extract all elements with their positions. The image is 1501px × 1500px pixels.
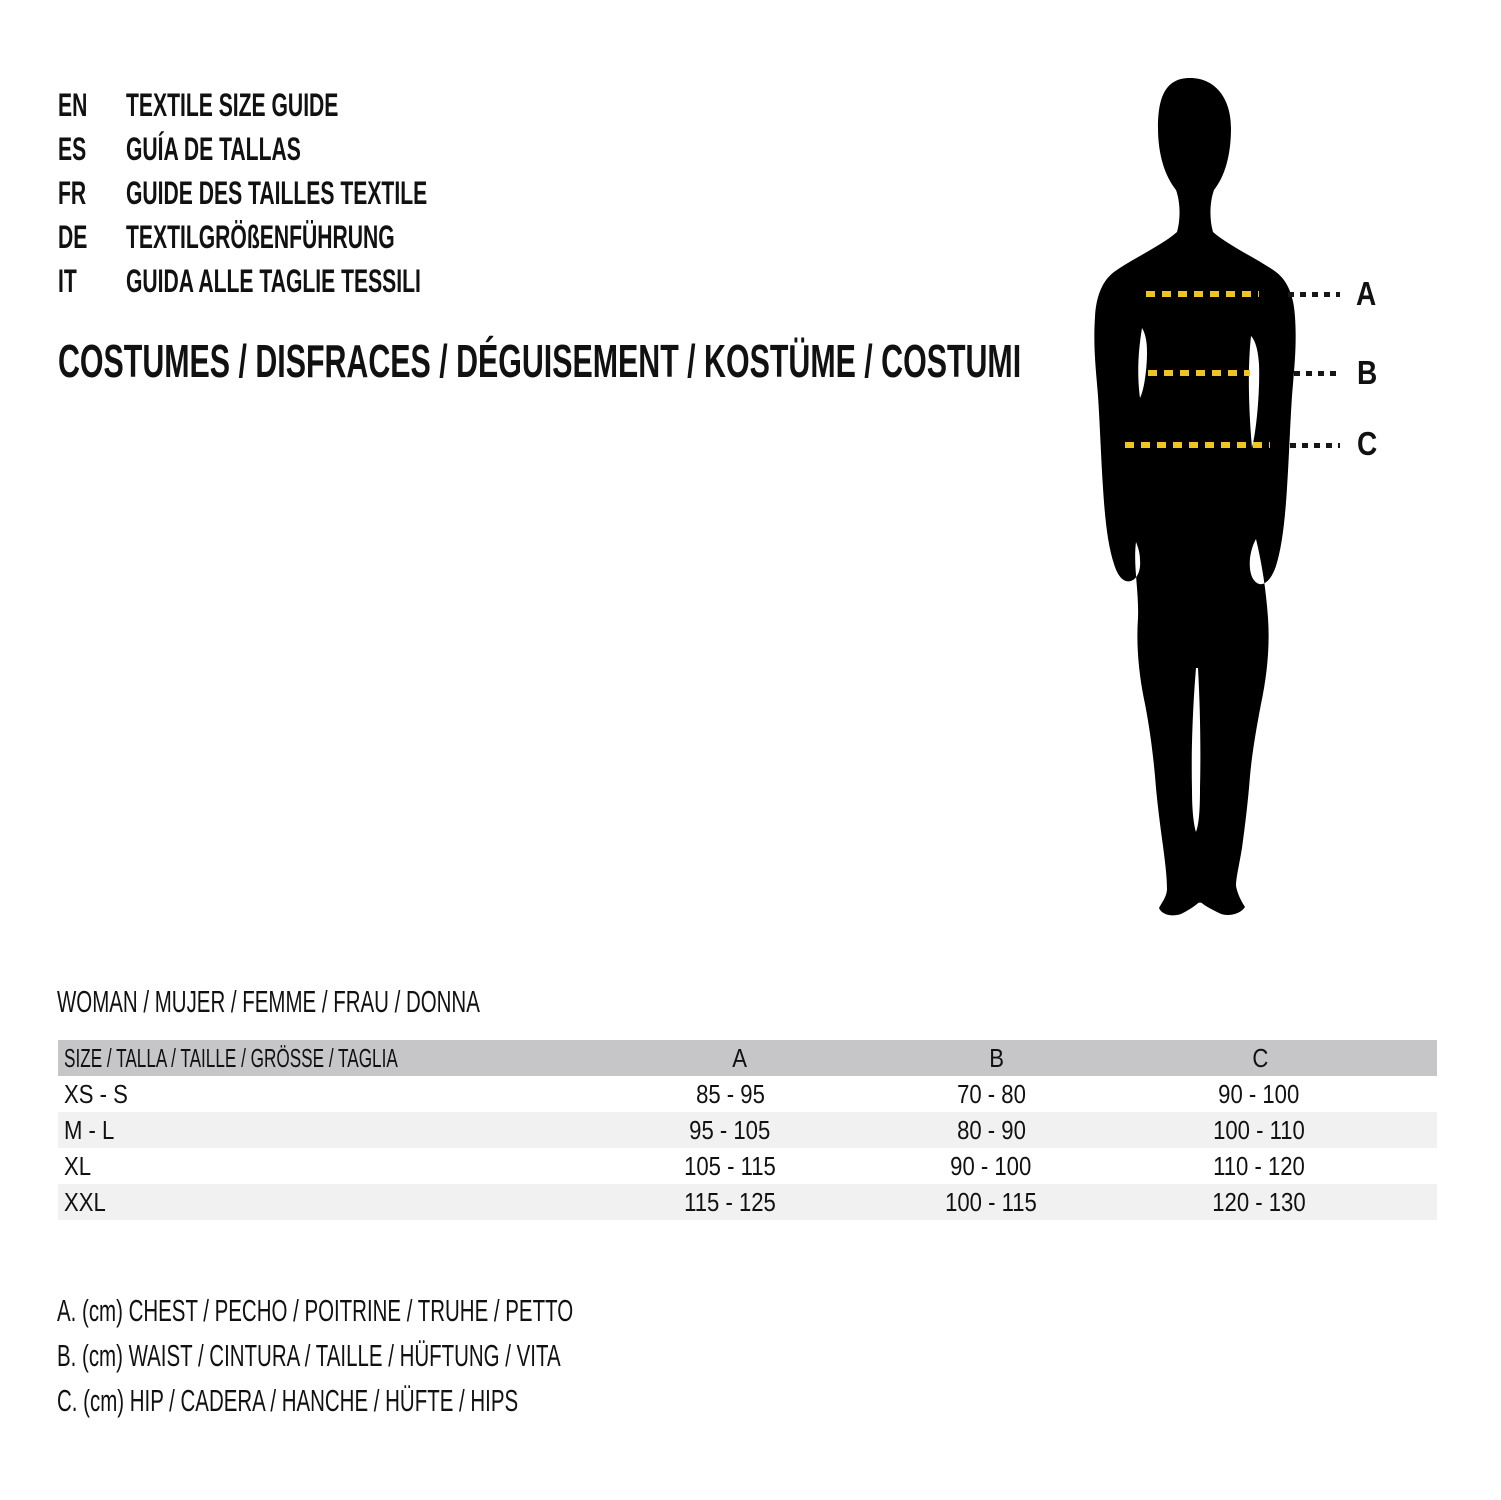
language-row-de xyxy=(58,215,582,259)
language-row-en xyxy=(58,83,582,127)
language-title: GUÍA DE TALLAS xyxy=(126,131,301,167)
legend-chest: A. (cm) CHEST / PECHO / POITRINE / TRUHE / PETTO xyxy=(57,1293,574,1328)
language-code: ES xyxy=(58,131,87,167)
figure-area xyxy=(1075,70,1355,940)
chest-measure-line xyxy=(1146,291,1259,297)
language-title: GUIDE DES TAILLES TEXTILE xyxy=(126,175,428,211)
chest-label: A xyxy=(1356,275,1377,312)
language-title: GUIDA ALLE TAGLIE TESSILI xyxy=(126,263,421,299)
language-code: EN xyxy=(58,87,88,123)
col-c-header: C xyxy=(1252,1043,1269,1073)
legend-waist: B. (cm) WAIST / CINTURA / TAILLE / HÜFTUNG / VITA xyxy=(57,1338,561,1373)
waist-leader-dots xyxy=(1294,371,1340,376)
size-table xyxy=(58,1040,1437,1220)
language-row-it xyxy=(58,259,582,303)
language-list xyxy=(58,83,582,303)
woman-silhouette-icon xyxy=(1075,70,1355,940)
table-row-xs-s: XS - S 85 - 95 70 - 80 90 - 100 xyxy=(64,1079,1300,1109)
table-row-xl: XL 105 - 115 90 - 100 110 - 120 xyxy=(64,1151,1305,1181)
table-row-xxl: XXL 115 - 125 100 - 115 120 - 130 xyxy=(58,1184,1437,1220)
size-column-header: SIZE / TALLA / TAILLE / GRÖSSE / TAGLIA xyxy=(64,1043,398,1073)
col-b-header: B xyxy=(989,1043,1005,1073)
col-a-header: A xyxy=(732,1043,747,1073)
table-row-m-l: M - L 95 - 105 80 - 90 100 - 110 xyxy=(58,1112,1437,1148)
category-heading: COSTUMES / DISFRACES / DÉGUISEMENT / KOSTÜME / COSTUMI xyxy=(58,335,1022,387)
language-code: DE xyxy=(58,219,88,255)
section-heading-woman: WOMAN / MUJER / FEMME / FRAU / DONNA xyxy=(57,984,480,1019)
waist-measure-line xyxy=(1148,370,1250,376)
size-table-header xyxy=(58,1040,1437,1076)
language-row-es xyxy=(58,127,582,171)
language-row-fr xyxy=(58,171,582,215)
hip-label: C xyxy=(1357,425,1378,462)
language-code: FR xyxy=(58,175,87,211)
hip-measure-line xyxy=(1125,442,1270,448)
chest-leader-dots xyxy=(1288,292,1340,297)
hip-leader-dots xyxy=(1290,443,1340,448)
language-title: TEXTILGRÖßENFÜHRUNG xyxy=(126,219,395,255)
legend-hip: C. (cm) HIP / CADERA / HANCHE / HÜFTE / HIPS xyxy=(57,1383,519,1418)
language-code: IT xyxy=(58,263,77,299)
language-title: TEXTILE SIZE GUIDE xyxy=(126,87,339,123)
waist-label: B xyxy=(1357,354,1378,391)
